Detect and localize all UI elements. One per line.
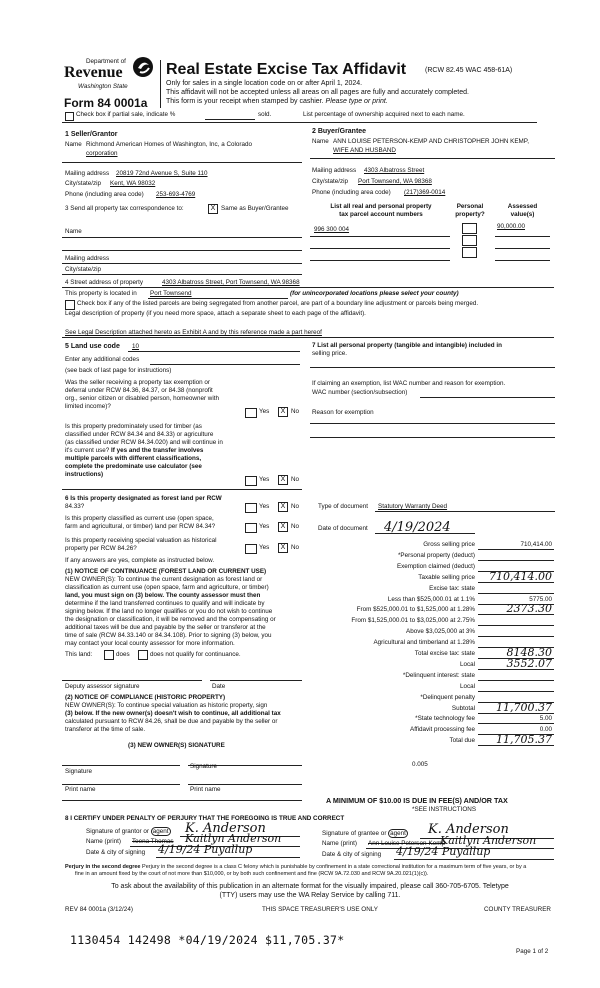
minimum-due-note: A MINIMUM OF $10.00 IS DUE IN FEE(S) AND/OR TAX [326, 796, 508, 805]
tax-row-label: *Delinquent penalty [420, 693, 475, 701]
partial-sale-label: Check box if partial sale, indicate % [76, 111, 176, 118]
parcel-header-2: Personal property? [455, 203, 485, 218]
tax-row-line [478, 549, 554, 550]
seller-city: Kent, WA 98032 [110, 180, 156, 187]
answers-note: If any answers are yes, complete as instructed below. [65, 557, 215, 564]
form-title: Real Estate Excise Tax Affidavit [166, 61, 407, 78]
tax-row-label: Taxable selling price [418, 573, 475, 581]
parcel-header-3: Assessed value(s) [507, 203, 538, 218]
segregation-checkbox[interactable] [65, 300, 75, 310]
seller-name-2: corporation [86, 150, 118, 157]
owner-print-label-1: Print name [65, 786, 96, 793]
grantee-name-label: Name (print) [322, 840, 357, 847]
wac-number-label: WAC number (section/subsection) [312, 389, 408, 396]
owner-signature-label-2: Signature [190, 763, 217, 770]
receipt-stamp: 1130454 142498 *04/19/2024 $11,705.37* [70, 933, 345, 947]
q-historic-no-checkbox[interactable]: X [278, 543, 288, 553]
same-as-buyer-label: Same as Buyer/Grantee [221, 205, 289, 212]
header-line-1: Only for sales in a single location code on or after April 1, 2024. [166, 80, 363, 87]
q-exemption-yes-checkbox[interactable] [245, 408, 257, 418]
unincorporated-note: (for unincorporated locations please select your county) [290, 290, 459, 297]
tax-row-label: Above $3,025,000 at 3% [406, 628, 475, 636]
same-as-buyer-checkbox[interactable]: X [208, 204, 218, 214]
q-timber-no-label: No [291, 476, 300, 483]
doc-type: Statutory Warranty Deed [378, 503, 448, 510]
logo-revenue: Revenue [64, 64, 123, 81]
county-treasurer: COUNTY TREASURER [484, 906, 551, 913]
grantee-name-struck: Ann Louise Peterson-Kemp [368, 840, 446, 847]
seller-mail-label: Mailing address [65, 170, 110, 177]
q-current-use-yes-label: Yes [259, 523, 270, 530]
tax-row-label: Local [459, 682, 475, 690]
q-exemption-yes-label: Yes [259, 408, 270, 415]
seller-name-1: Richmond American Homes of Washington, Inc, a Colorado [86, 141, 253, 148]
does-not-qualify-label: does not qualify for continuance. [150, 651, 241, 658]
tax-row-label: *State technology fee [415, 715, 475, 723]
q-exemption-no-label: No [291, 408, 300, 415]
owner-print-label-2: Print name [190, 786, 221, 793]
partial-sale-checkbox[interactable] [65, 112, 74, 121]
exemption-question: Was the seller receiving a property tax exemption or deferral under RCW 84.36, 84.37, or 84.38 (nonprofit org., senior citizen or disabled person, homeowner with limited income)? [65, 379, 220, 410]
grantee-signature: K. Anderson [428, 822, 509, 837]
q-forest-no-checkbox[interactable]: X [278, 502, 288, 512]
reason-exemption-label: Reason for exemption [312, 409, 374, 416]
tax-row-label: Excise tax: state [429, 584, 475, 592]
sec3-label: 3 Send all property tax correspondence to: [65, 205, 184, 212]
notice-compliance-text: NEW OWNER(S): To continue special valuation as historic property, sign (3) below. If the new owner(s) doesn't wish to continue, all additional tax calculated pursuant to RCW 84.26, shall be due and payable by the seller or transferor at the time of sale. [65, 702, 281, 733]
header-line-3: This form is your receipt when stamped by cashier. Please type or print. [166, 98, 388, 105]
see-instructions-note: (see back of last page for instructions) [65, 367, 172, 374]
seller-phone: 253-693-4769 [156, 191, 196, 198]
tax-row-label: Affidavit processing fee [410, 726, 475, 734]
tax-row-value: 2373.30 [506, 602, 552, 616]
tax-row-line [478, 625, 554, 626]
tax-row-label: From $525,000.01 to $1,525,000 at 1.28% [356, 606, 475, 614]
deputy-date-label: Date [212, 683, 226, 690]
tax-row-label: Gross selling price [423, 541, 475, 548]
tax-row-label: Exemption claimed (deduct) [396, 562, 475, 570]
legal-description: See Legal Description attached hereto as Exhibit A and by this reference made a part hereof [65, 329, 322, 336]
tax-row-label: Local [459, 660, 475, 668]
logo-dept: Department of [86, 58, 126, 65]
exemption-wac-label: If claiming an exemption, list WAC number and reason for exemption. [312, 380, 506, 387]
buyer-mail: 4303 Albatross Street [364, 167, 425, 174]
revision: REV 84 0001a (3/12/24) [65, 906, 133, 913]
sec3-name-label: Name [65, 228, 82, 235]
buyer-name-label: Name [312, 138, 329, 145]
parcel-number: 996 300 004 [314, 226, 350, 233]
grantor-date-city: 4/19/24 Puyallup [158, 843, 253, 856]
additional-codes-label: Enter any additional codes [65, 356, 140, 363]
q-timber-yes-checkbox[interactable] [245, 476, 257, 486]
legal-label: Legal description of property (if you need more space, attach a separate sheet to each page of the affidavit). [65, 310, 366, 317]
tax-row-value: 8148.30 [506, 646, 552, 659]
tax-row-label: Less than $525,000.01 at 1.1% [387, 595, 475, 603]
deputy-signature-label: Deputy assessor signature [65, 683, 140, 690]
logo-state: Washington State [78, 83, 128, 90]
seller-heading: 1 Seller/Grantor [65, 131, 118, 138]
rcw-ref: (RCW 82.45 WAC 458-61A) [425, 67, 513, 74]
land-use-label: 5 Land use code [65, 343, 120, 350]
q-historic-yes-label: Yes [259, 544, 270, 551]
grantee-date-city: 4/19/24 Puyallup [396, 845, 491, 858]
tax-row-line [478, 691, 554, 692]
tax-row-value: 11,700.37 [496, 700, 552, 714]
location-label: This property is located in [65, 290, 137, 297]
tax-row-label: Total excise tax: state [414, 650, 475, 657]
q-current-use-no-checkbox[interactable]: X [278, 522, 288, 532]
q-exemption-no-checkbox[interactable]: X [278, 407, 288, 417]
tax-row-label: *Delinquent interest: state [402, 671, 475, 679]
notice-continuance-heading: (1) NOTICE OF CONTINUANCE (FOREST LAND OR CURRENT USE) [65, 568, 267, 575]
page-number: Page 1 of 2 [516, 948, 549, 955]
buyer-phone-label: Phone (including area code) [312, 189, 391, 196]
doc-date: 4/19/2024 [384, 520, 451, 535]
tax-row-line [478, 680, 554, 681]
buyer-name-2: WIFE AND HUSBAND [333, 147, 396, 154]
buyer-city-label: City/state/zip [312, 178, 349, 185]
does-qualify-checkbox[interactable] [104, 650, 114, 660]
buyer-city: Port Townsend, WA 98368 [358, 178, 432, 185]
personal-property-label: 7 List all personal property (tangible and intangible) included in selling price. [312, 342, 502, 357]
header-line-2: This affidavit will not be accepted unless all areas on all pages are fully and accurately completed. [166, 89, 469, 96]
grantee-date-label: Date & city of signing [322, 851, 382, 858]
notice-compliance-heading: (2) NOTICE OF COMPLIANCE (HISTORIC PROPERTY) [65, 694, 226, 701]
tax-row-value: 11,705.37 [496, 733, 552, 747]
local-rate: 0.005 [412, 761, 428, 768]
buyer-mail-label: Mailing address [312, 167, 357, 174]
tax-row-label: Total due [449, 737, 475, 745]
q-historic-no-label: No [291, 544, 300, 551]
grantor-date-label: Date & city of signing [86, 849, 146, 856]
sec3-city-label: City/state/zip [65, 266, 102, 273]
notice-continuance-text: NEW OWNER(S): To continue the current designation as forest land or classification as current use (open space, farm and agriculture, or timber) land, you must sign on (3) below. The county assessor must then determine if the land transferred continues to qualify and will indicate by signing below. If the land no longer qualifies or you do not wish to continue the designation or classification, it will be removed and the compensating or additional taxes will be due and payable by the seller or transferor at the time of sale (RCW 84.33.140 or 84.34.108). Prior to signing (3) below, you may contact your local county assessor for more information. [65, 576, 276, 647]
tax-row-label: *Personal property (deduct) [397, 551, 475, 559]
q-forest-no-label: No [291, 503, 300, 510]
q-forest-yes-label: Yes [259, 503, 270, 510]
q-forest-yes-checkbox[interactable] [245, 503, 257, 513]
grantee-signature-label: Signature of grantee or agent [322, 830, 406, 837]
alt-format-note: To ask about the availability of this publication in an alternate format for the visually impaired, please call 360-705-6705. Teletype (TTY) users may use the WA Relay Service by calling 711. [111, 883, 509, 899]
tax-row-value: 3552.07 [506, 656, 552, 670]
owner-signature-label-1: Signature [65, 768, 92, 775]
tax-row-line [478, 723, 554, 724]
seller-phone-label: Phone (including area code) [65, 191, 144, 198]
land-use-code: 10 [132, 343, 140, 350]
does-label: does [116, 651, 130, 658]
header-divider [160, 60, 161, 108]
grantor-name-struck: Teena Thomas [132, 838, 174, 845]
tax-row-label: From $1,525,000.01 to $3,025,000 at 2.75% [351, 617, 475, 625]
historic-question: Is this property receiving special valuation as historical property per RCW 84.26? [65, 537, 217, 552]
grantor-signature: K. Anderson [185, 821, 266, 836]
q-current-use-no-label: No [291, 523, 300, 530]
doc-date-label: Date of document [318, 525, 368, 532]
q-timber-yes-label: Yes [259, 476, 270, 483]
q-historic-yes-checkbox[interactable] [245, 544, 257, 554]
segregation-label: Check box if any of the listed parcels are being segregated from another parcel, are part of a boundary line adjustment or parcels being merged. [77, 300, 479, 307]
location-value: Port Townsend [150, 290, 192, 297]
grantor-name-hand: Kaitlyn Anderson [185, 832, 282, 845]
sec3-mail-label: Mailing address [65, 255, 110, 262]
parcel-header-1: List all real and personal property tax parcel account numbers [330, 203, 432, 218]
seller-mail: 20819 72nd Avenue S, Suite 110 [116, 170, 208, 177]
q-current-use-yes-checkbox[interactable] [245, 523, 257, 533]
tax-row-label: Agricultural and timberland at 1.28% [373, 639, 475, 647]
see-instructions: *SEE INSTRUCTIONS [412, 806, 477, 813]
personal-property-checkbox-3[interactable] [462, 247, 477, 258]
buyer-name-1: ANN LOUISE PETERSON-KEMP AND CHRISTOPHER JOHN KEMP, [333, 138, 529, 145]
does-not-qualify-checkbox[interactable] [138, 650, 148, 660]
tax-row-line [478, 636, 554, 637]
logo-swoosh-icon [132, 56, 154, 78]
street-address: 4303 Albatross Street, Port Townsend, WA 98368 [162, 279, 300, 286]
q-timber-no-checkbox[interactable]: X [278, 475, 288, 485]
grantor-signature-label: Signature of grantor or agent [86, 828, 169, 835]
partial-sale-sold: sold. [258, 111, 272, 118]
tax-row-value: 5.00 [539, 715, 552, 723]
perjury-note: Perjury in the second degree Perjury in the second degree is a class C felony which is punishable by confinement in a state correctional institution for a maximum term of five years, or by a fine in an amount fixed by the court of not more than $10,000, or by both such confinement and fine (RCW 9A.72.030 and RCW 9A.20.021(1)(c)). [65, 864, 527, 877]
tax-row-value: 0.00 [539, 726, 552, 734]
tax-row-label: Subtotal [451, 704, 475, 712]
revenue-logo [64, 58, 158, 98]
buyer-heading: 2 Buyer/Grantee [312, 128, 367, 135]
form-number: Form 84 0001a [64, 96, 148, 110]
assessed-value: 90,000.00 [497, 223, 526, 230]
this-land-label: This land: [65, 651, 93, 658]
tax-row-value: 710,414.00 [520, 541, 552, 548]
forest-question: 6 Is this property designated as forest land per RCW 84.33? [65, 495, 222, 510]
tax-row-value: 5775.00 [529, 595, 552, 603]
seller-city-label: City/state/zip [65, 180, 102, 187]
doc-type-label: Type of document [318, 503, 369, 510]
grantor-name-label: Name (print) [86, 838, 121, 845]
treasurer-only: THIS SPACE TREASURER'S USE ONLY [262, 906, 378, 913]
personal-property-checkbox-1[interactable] [462, 223, 477, 234]
buyer-phone: (217)369-0014 [404, 189, 446, 196]
new-owner-signature-heading: (3) NEW OWNER(S) SIGNATURE [128, 742, 225, 749]
timber-question: Is this property predominately used for timber (as classified under RCW 84.34 and 84.33) or agriculture (as classified under RCW 84.34.020) and will continue in it's current use? If yes and the transfer involves multiple parcels with different classifications, complete the predominate use calculator (see instructions) [65, 423, 223, 478]
tax-row-line [478, 560, 554, 561]
current-use-question: Is this property classified as current use (open space, farm and agricultural, or timber) land per RCW 84.34? [65, 515, 216, 530]
tax-row-line [478, 593, 554, 594]
ownership-note: List percentage of ownership acquired next to each name. [303, 111, 465, 118]
grantee-name-hand: Kaitlyn Anderson [440, 834, 537, 847]
street-label: 4 Street address of property [65, 279, 144, 286]
tax-row-value: 710,414.00 [489, 569, 552, 583]
seller-name-label: Name [65, 141, 82, 148]
personal-property-checkbox-2[interactable] [462, 235, 477, 246]
certify-heading: 8 I CERTIFY UNDER PENALTY OF PERJURY THAT THE FOREGOING IS TRUE AND CORRECT [65, 815, 345, 822]
